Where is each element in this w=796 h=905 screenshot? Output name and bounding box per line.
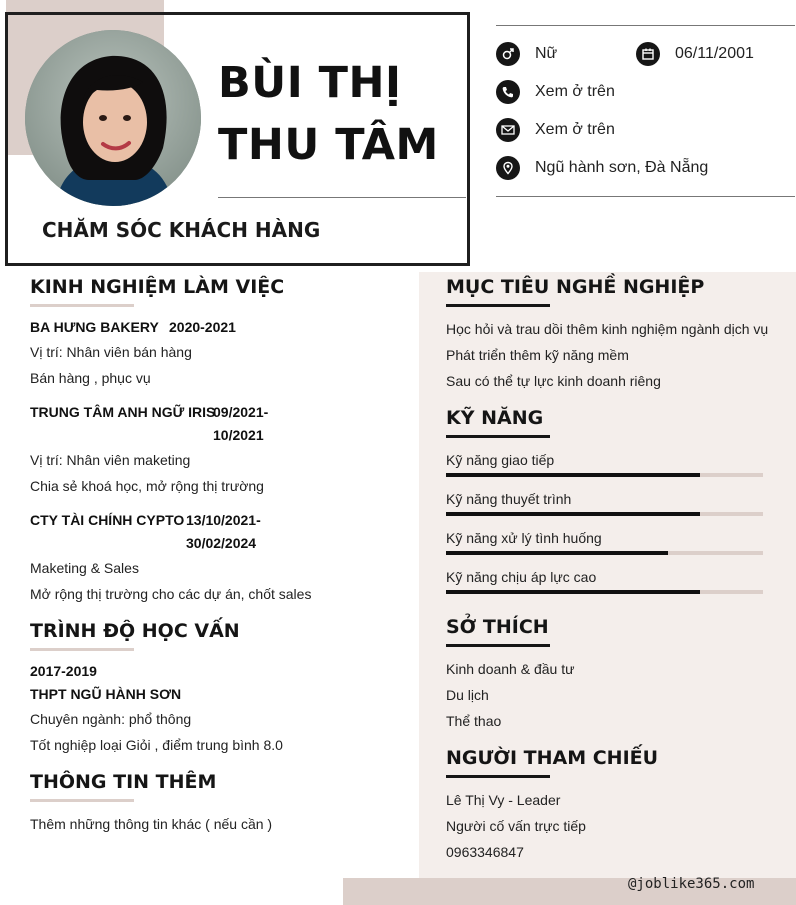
objective-line: Phát triển thêm kỹ năng mềm	[446, 347, 629, 363]
skill-label: Kỹ năng xử lý tình huống	[446, 530, 602, 546]
objective-line: Học hỏi và trau dồi thêm kinh nghiệm ngành dịch vụ	[446, 321, 769, 337]
location-icon	[496, 156, 520, 180]
experience-title: KINH NGHIỆM LÀM VIỆC	[30, 276, 285, 298]
skills-title: KỸ NĂNG	[446, 407, 544, 429]
job-period: 13/10/2021-	[186, 512, 261, 528]
skill-bar-track	[446, 551, 763, 555]
skill-bar-track	[446, 473, 763, 477]
gender-icon	[496, 42, 520, 66]
section-underline	[30, 648, 134, 651]
skill-label: Kỹ năng giao tiếp	[446, 452, 555, 468]
section-underline	[446, 644, 550, 647]
reference-line: Lê Thị Vy - Leader	[446, 792, 561, 808]
more-info-text: Thêm những thông tin khác ( nếu cần )	[30, 816, 273, 832]
skill-bar-fill	[446, 551, 668, 555]
section-underline	[446, 435, 550, 438]
divider	[496, 25, 795, 26]
job-period: 10/2021	[213, 427, 264, 443]
job-line: Mở rộng thị trường cho các dự án, chốt sales	[30, 586, 312, 602]
skill-bar-fill	[446, 512, 700, 516]
job-title: CHĂM SÓC KHÁCH HÀNG	[42, 218, 321, 242]
section-underline	[30, 304, 134, 307]
gender-value: Nữ	[535, 45, 558, 62]
job-period: 2020-2021	[169, 319, 236, 335]
name-line-1: BÙI THỊ	[218, 58, 402, 108]
section-underline	[446, 304, 550, 307]
job-line: Vị trí: Nhân viên bán hàng	[30, 344, 192, 360]
job-line: Maketing & Sales	[30, 560, 139, 576]
divider	[496, 196, 795, 197]
email-value: Xem ở trên	[535, 121, 615, 138]
name-line-2: THU TÂM	[218, 120, 439, 170]
section-underline	[446, 775, 550, 778]
skill-label: Kỹ năng chịu áp lực cao	[446, 569, 597, 585]
education-line: Tốt nghiệp loại Giỏi , điểm trung bình 8.0	[30, 737, 283, 753]
divider	[218, 197, 466, 198]
objective-line: Sau có thể tự lực kinh doanh riêng	[446, 373, 661, 389]
job-period: 30/02/2024	[186, 535, 257, 551]
phone-icon	[496, 80, 520, 104]
more-info-title: THÔNG TIN THÊM	[30, 771, 217, 793]
reference-line: Người cố vấn trực tiếp	[446, 818, 586, 834]
section-underline	[30, 799, 134, 802]
footer-watermark: @joblike365.com	[628, 876, 755, 892]
job-line: Chia sẻ khoá học, mở rộng thị trường	[30, 478, 264, 494]
skill-label: Kỹ năng thuyết trình	[446, 491, 572, 507]
job-line: Bán hàng , phục vụ	[30, 370, 151, 386]
skill-bar-fill	[446, 473, 700, 477]
objective-title: MỤC TIÊU NGHỀ NGHIỆP	[446, 276, 705, 298]
skill-bar-track	[446, 590, 763, 594]
job-company: TRUNG TÂM ANH NGỮ IRIS	[30, 404, 216, 420]
job-company: BA HƯNG BAKERY	[30, 319, 159, 335]
birthday-value: 06/11/2001	[675, 45, 754, 62]
education-period: 2017-2019	[30, 663, 97, 679]
reference-line: 0963346847	[446, 844, 524, 860]
reference-title: NGƯỜI THAM CHIẾU	[446, 747, 659, 769]
job-company: CTY TÀI CHÍNH CYPTO	[30, 512, 185, 528]
avatar	[25, 30, 201, 206]
education-line: Chuyên ngành: phổ thông	[30, 711, 192, 727]
job-period: 09/2021-	[213, 404, 269, 420]
education-title: TRÌNH ĐỘ HỌC VẤN	[30, 620, 240, 642]
hobby-item: Thể thao	[446, 713, 502, 729]
address-value: Ngũ hành sơn, Đà Nẵng	[535, 159, 709, 176]
phone-value: Xem ở trên	[535, 83, 615, 100]
job-line: Vị trí: Nhân viên maketing	[30, 452, 191, 468]
hobby-item: Du lịch	[446, 687, 489, 703]
hobbies-title: SỞ THÍCH	[446, 616, 549, 638]
hobby-item: Kinh doanh & đầu tư	[446, 661, 575, 677]
education-school: THPT NGŨ HÀNH SƠN	[30, 686, 182, 702]
skill-bar-track	[446, 512, 763, 516]
skill-bar-fill	[446, 590, 700, 594]
calendar-icon	[636, 42, 660, 66]
mail-icon	[496, 118, 520, 142]
